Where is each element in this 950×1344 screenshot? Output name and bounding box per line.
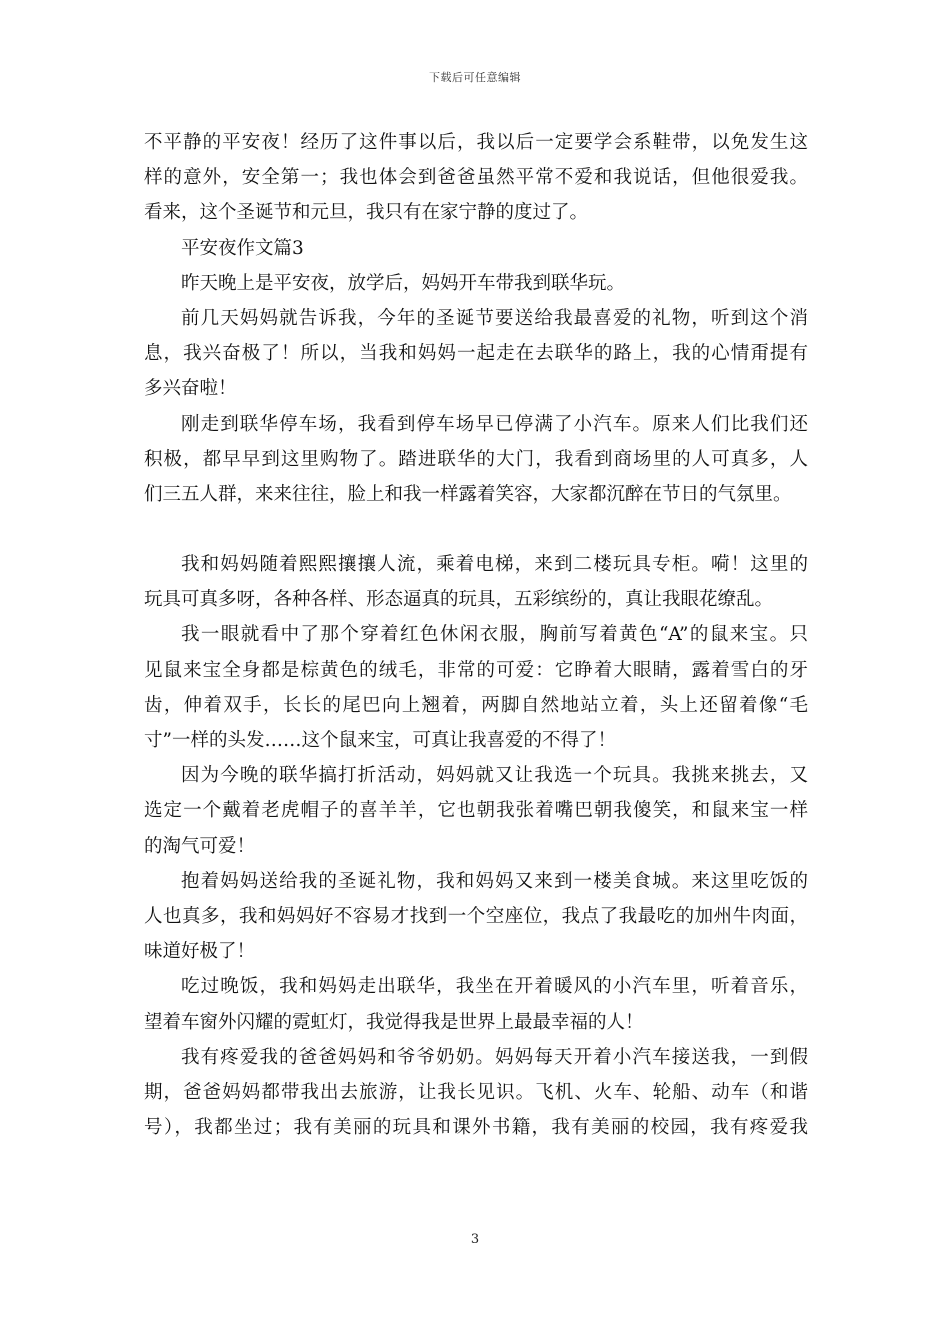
text-line: 因为今晚的联华搞打折活动，妈妈就又让我选一个玩具。我挑来挑去，又 [181,765,808,787]
document-body [144,125,808,1145]
paragraph [144,969,808,1039]
paragraph [144,266,808,301]
blank-line [144,512,808,547]
text-line: 我和妈妈随着熙熙攘攘人流，乘着电梯，来到二楼玩具专柜。嗬！这里的 [181,554,808,576]
text-line: 齿，伸着双手，长长的尾巴向上翘着，两脚自然地站立着，头上还留着像“毛 [144,694,808,716]
paragraph [144,758,808,864]
text-line: 期，爸爸妈妈都带我出去旅游，让我长见识。飞机、火车、轮船、动车（和谐 [144,1081,808,1103]
page-header: 下载后可任意编辑 [429,71,521,84]
paragraph [144,547,808,617]
text-line: 们三五人群，来来往往，脸上和我一样露着笑容，大家都沉醉在节日的气氛里。 [144,483,792,505]
text-line: 息，我兴奋极了！所以，当我和妈妈一起走在去联华的路上，我的心情甭提有 [144,343,808,365]
text-line: 号），我都坐过；我有美丽的玩具和课外书籍，我有美丽的校园，我有疼爱我 [144,1117,808,1139]
text-line: 人也真多，我和妈妈好不容易才找到一个空座位，我点了我最吃的加州牛肉面， [144,905,808,927]
paragraph [144,864,808,970]
paragraph [144,301,808,407]
paragraph [144,617,808,758]
text-line: 选定一个戴着老虎帽子的喜羊羊，它也朝我张着嘴巴朝我傻笑，和鼠来宝一样 [144,800,808,822]
section-title [144,231,808,266]
text-line: 寸”一样的头发……这个鼠来宝，可真让我喜爱的不得了！ [144,730,616,751]
text-line: 平安夜作文篇3 [181,237,304,259]
text-line: 样的意外，安全第一；我也体会到爸爸虽然平常不爱和我说话，但他很爱我。 [144,167,808,189]
text-line: 味道好极了！ [144,941,256,963]
page-number: 3 [470,1232,480,1247]
text-line: 望着车窗外闪耀的霓虹灯，我觉得我是世界上最最幸福的人！ [144,1011,644,1033]
text-line: 我一眼就看中了那个穿着红色休闲衣服，胸前写着黄色“A”的鼠来宝。只 [181,624,808,646]
text-line: 抱着妈妈送给我的圣诞礼物，我和妈妈又来到一楼美食城。来这里吃饭的 [181,870,808,892]
text-line: 刚走到联华停车场，我看到停车场早已停满了小汽车。原来人们比我们还 [181,413,808,435]
paragraph [144,1040,808,1146]
text-line: 我有疼爱我的爸爸妈妈和爷爷奶奶。妈妈每天开着小汽车接送我，一到假 [181,1046,808,1068]
text-line: 玩具可真多呀，各种各样、形态逼真的玩具，五彩缤纷的，真让我眼花缭乱。 [144,589,774,611]
text-line: 多兴奋啦！ [144,378,237,400]
text-line: 见鼠来宝全身都是棕黄色的绒毛，非常的可爱：它睁着大眼睛，露着雪白的牙 [144,659,808,681]
text-line: 吃过晚饭，我和妈妈走出联华，我坐在开着暖风的小汽车里，听着音乐， [181,976,808,998]
text-line: 前几天妈妈就告诉我，今年的圣诞节要送给我最喜爱的礼物，听到这个消 [181,307,808,329]
text-line: 看来，这个圣诞节和元旦，我只有在家宁静的度过了。 [144,202,589,224]
text-line: 不平静的平安夜！经历了这件事以后，我以后一定要学会系鞋带，以免发生这 [144,132,808,153]
text-line: 的淘气可爱！ [144,835,256,857]
text-line: 昨天晚上是平安夜，放学后，妈妈开车带我到联华玩。 [181,272,626,294]
text-line: 积极，都早早到这里购物了。踏进联华的大门，我看到商场里的人可真多，人 [144,448,808,470]
paragraph [144,407,808,513]
paragraph [144,125,808,231]
